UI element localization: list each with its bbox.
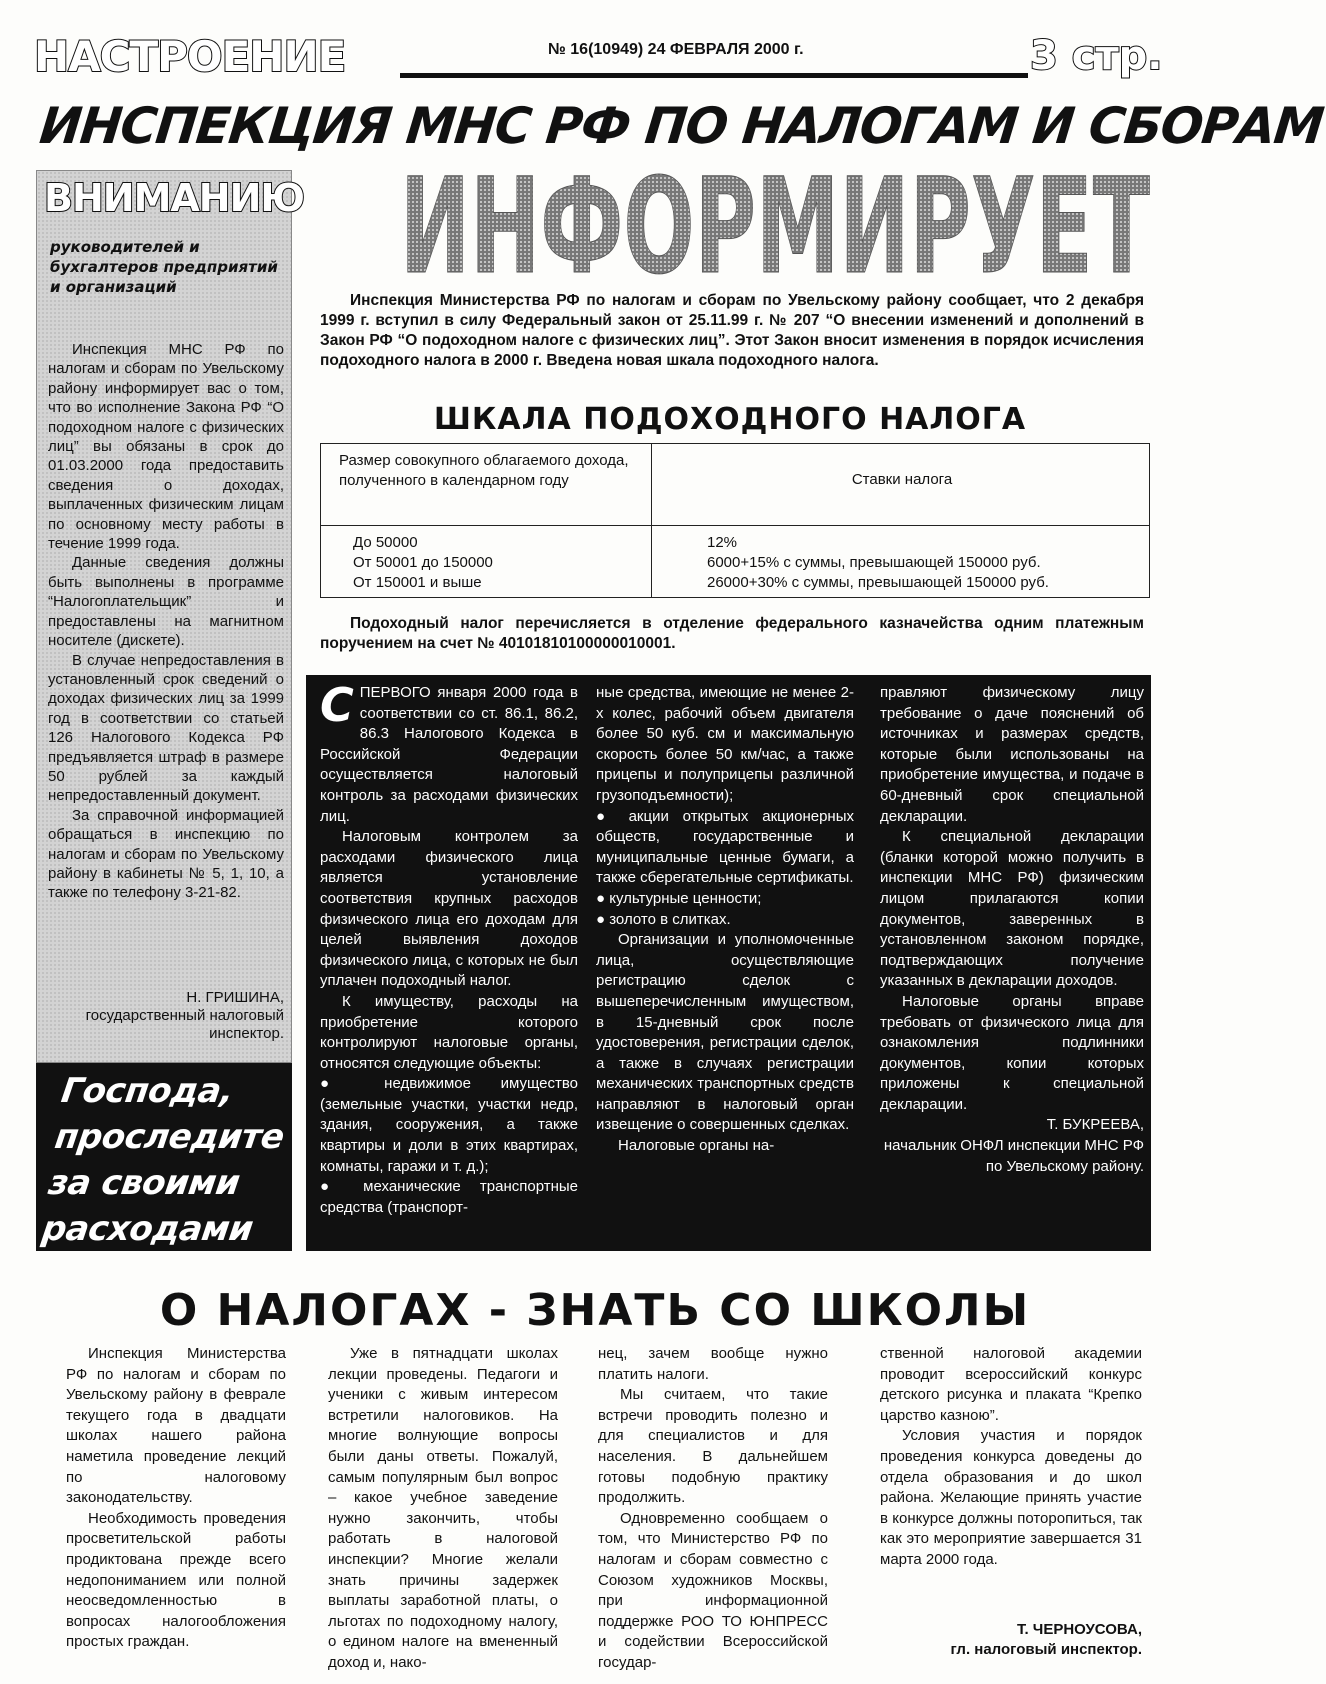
school-column	[66, 1344, 286, 1653]
tax-table	[320, 443, 1150, 598]
article-bullet: ● культурные ценности;	[596, 889, 762, 907]
page-number: 3 стр.	[1030, 33, 1163, 79]
table-cell: От 150001 и выше	[353, 574, 482, 591]
article-paragraph: К специальной декларации (бланки которой можно получить в инспекции МНС РФ) физическим лицом прилагаются копии документов, заверенных в установленном законом порядке, подтверждающих получение указанных в декларации доходов.	[880, 828, 1144, 990]
main-title: ИНСПЕКЦИЯ МНС РФ ПО НАЛОГАМ И СБОРАМ	[36, 97, 1326, 155]
school-paragraph: ственной налоговой академии проводит всероссийский конкурс детского рисунка и плаката “Крепко царство казною”.	[880, 1345, 1142, 1424]
header-rule	[400, 73, 1028, 78]
table-cell: 12%	[707, 534, 738, 551]
issue-line: № 16(10949) 24 ФЕВРАЛЯ 2000 г.	[548, 41, 804, 58]
article-sign-name: Т. БУКРЕЕВА,	[1046, 1116, 1144, 1134]
school-signature	[880, 1620, 1142, 1660]
intro-text	[320, 291, 1144, 371]
article-paragraph: Организации и уполномоченные лица, осуществляющие регистрацию сделок с вышеперечисленным имуществом, в 15-дневный срок после удостоверения, регистрации сделок, а также в случаях регистрации механических транспортных средств направляют в налоговый орган извещение о совершенных сделках.	[596, 931, 854, 1134]
intro-paragraph: Инспекция Министерства РФ по налогам и сборам по Увельскому району сообщает, что 2 декабря 1999 г. вступил в силу Федеральный закон от 25.11.99 г. № 207 “О внесении изменений и дополнений в Закон РФ “О подоходном налоге с физических лиц”. Этот Закон вносит изменения в порядок исчисления подоходного налога в 2000 г. Введена новая шкала подоходного налога.	[320, 292, 1144, 369]
article-paragraph	[320, 678, 578, 827]
school-paragraph: Условия участия и порядок проведения конкурса доведены до отдела образования и до школ района. Желающие принять участие в конкурсе должны поторопиться, так как это мероприятие завершается 31 марта 2000 года.	[880, 1427, 1142, 1568]
school-paragraph: Мы считаем, что такие встречи проводить полезно и для специалистов и для населения. В дальнейшем готовы подобную практику продолжить.	[598, 1386, 828, 1507]
article-lead: ПЕРВОГО января 2000 года в соответствии со ст. 86.1, 86.2, 86.3 Налогового Кодекса в Российской Федерации осуществляется налоговый контроль за расходами физических лиц.	[320, 684, 578, 825]
school-column	[598, 1344, 828, 1674]
article-column	[880, 683, 1144, 1177]
promo-line: расходами	[39, 1209, 256, 1249]
table-cell: От 50001 до 150000	[353, 554, 493, 571]
sidebar-sign-name: Н. ГРИШИНА,	[186, 989, 284, 1006]
school-article-title: О НАЛОГАХ - ЗНАТЬ СО ШКОЛЫ	[159, 1285, 1031, 1336]
sidebar-body	[48, 340, 284, 903]
promo-slogan	[39, 1068, 305, 1252]
sidebar-paragraph: Инспекция МНС РФ по налогам и сборам по Увельскому району информирует вас о том, что во исполнение Закона РФ “О подоходном налоге с физических лиц” вы обязаны в срок до 01.03.2000 года предоставить сведения о доходах, выплаченных физическим лицам по основному месту работы в течение 1999 года.	[48, 341, 284, 553]
article-paragraph: правляют физическому лицу требование о даче пояснений об источниках и размерах средств, которые были использованы на приобретение имущества, и подаче в 60-дневный срок специальной декларации.	[880, 684, 1144, 825]
article-bullet: ● механические транспортные средства (транспорт-	[320, 1178, 578, 1216]
account-paragraph: Подоходный налог перечисляется в отделение федерального казначейства одним платежным поручением на счет № 40101810100000010001.	[320, 615, 1144, 652]
school-column	[880, 1344, 1142, 1571]
table-header-income: Размер совокупного облагаемого дохода, полученного в календарном году	[339, 452, 629, 489]
informs-text: ИНФОРМИРУЕТ	[400, 150, 1150, 304]
table-divider	[321, 525, 1149, 526]
school-paragraph: нец, зачем вообще нужно платить налоги.	[598, 1345, 828, 1383]
school-paragraph: Инспекция Министерства РФ по налогам и сборам по Увельскому району в феврале текущего года в двадцати школах нашего района наметила проведение лекций по налоговому законодательству.	[66, 1345, 286, 1507]
table-header-rate: Ставки налога	[851, 471, 953, 488]
table-cell: До 50000	[353, 534, 418, 551]
school-paragraph: Уже в пятнадцати школах лекции проведены. Педагоги и ученики с живым интересом встретили налоговиков. На многие волнующие вопросы были даны ответы. Пожалуй, самым популярным был вопрос – какое учебное заведение нужно закончить, чтобы работать в налоговой инспекции? Многие желали знать причины задержек выплаты заработной платы, о льготах по подоходному налогу, о едином налоге на вмененный доход и, нако-	[328, 1345, 558, 1671]
account-note	[320, 614, 1144, 654]
school-sign-name: Т. ЧЕРНОУСОВА,	[1016, 1621, 1142, 1638]
school-column	[328, 1344, 558, 1674]
article-column	[320, 678, 578, 1218]
article-bullet: ● акции открытых акционерных обществ, государственные и муниципальные ценные бумаги, а также сберегательные сертификаты.	[596, 807, 854, 887]
sidebar-sign-role: государственный налоговый инспектор.	[85, 1007, 284, 1042]
table-rate-column	[707, 533, 1147, 593]
drop-cap: С	[320, 678, 354, 732]
informs-headline	[395, 150, 1155, 304]
table-cell: 26000+30% с суммы, превышающей 150000 руб.	[707, 574, 1049, 591]
table-cell: 6000+15% с суммы, превышающей 150000 руб.	[707, 554, 1041, 571]
article-bullet: ● недвижимое имущество (земельные участки, участки недр, здания, сооружения, а также квартиры и доли в этих квартирах, комнаты, гаражи и т. д.);	[320, 1075, 578, 1175]
article-paragraph: Налоговые органы на-	[618, 1137, 775, 1155]
table-income-column	[353, 533, 643, 593]
school-paragraph: Необходимость проведения просветительской работы продиктована прежде всего недопониманием или полной неосведомленностью в вопросах налогообложения простых граждан.	[66, 1509, 286, 1651]
sidebar-paragraph: В случае непредоставления в установленный срок сведений о доходах физических лиц за 1999 год в соответствии со статьей 126 Налогового Кодекса РФ предъявляется штраф в размере 50 рублей за каждый непредоставленный документ.	[48, 651, 284, 805]
article-paragraph: Налоговые органы вправе требовать от физического лица для ознакомления подлинники документов, копии которых приложены к специальной декларации.	[880, 992, 1144, 1113]
scale-title: ШКАЛА ПОДОХОДНОГО НАЛОГА	[433, 402, 1027, 437]
section-rubric: НАСТРОЕНИЕ	[34, 32, 346, 81]
promo-line: Господа,	[58, 1071, 236, 1111]
school-paragraph: Одновременно сообщаем о том, что Министерство РФ по налогам и сборам совместно с Союзом художников Москвы, при информационной поддержке РОО ТО ЮНПРЕСС и содействии Всероссийской государ-	[598, 1509, 828, 1671]
article-paragraph: ные средства, имеющие не менее 2-х колес, рабочий объем двигателя более 50 куб. см и максимальную скорость более 50 км/час, а также прицепы и полуприцепы различной грузоподъемности);	[596, 684, 854, 804]
school-sign-role: гл. налоговый инспектор.	[950, 1641, 1142, 1658]
sidebar-signature	[48, 989, 284, 1043]
article-bullet: ● золото в слитках.	[596, 910, 731, 928]
article-paragraph: К имуществу, расходы на приобретение которого контролируют налоговые органы, относятся следующие объекты:	[320, 992, 578, 1072]
article-paragraph: Налоговым контролем за расходами физического лица является установление соответствия крупных расходов физического лица его доходам для целей выявления доходов физического лица, с которых не был уплачен подоходный налог.	[320, 828, 578, 990]
article-column	[596, 683, 854, 1157]
table-divider	[651, 444, 652, 597]
article-sign-role: начальник ОНФЛ инспекции МНС РФ по Увельскому району.	[883, 1137, 1144, 1175]
sidebar-subheading: руководителей и бухгалтеров предприятий и организаций	[50, 238, 278, 296]
sidebar-paragraph: За справочной информацией обращаться в инспекцию по налогам и сборам по Увельскому району в кабинеты № 5, 1, 10, а также по телефону 3-21-82.	[48, 806, 284, 902]
sidebar-heading: ВНИМАНИЮ	[44, 176, 305, 220]
promo-line: за своими	[45, 1163, 243, 1203]
promo-line: проследите	[52, 1117, 287, 1157]
sidebar-paragraph: Данные сведения должны быть выполнены в программе “Налогоплательщик” и предоставлены на магнитном носителе (дискете).	[48, 554, 284, 650]
